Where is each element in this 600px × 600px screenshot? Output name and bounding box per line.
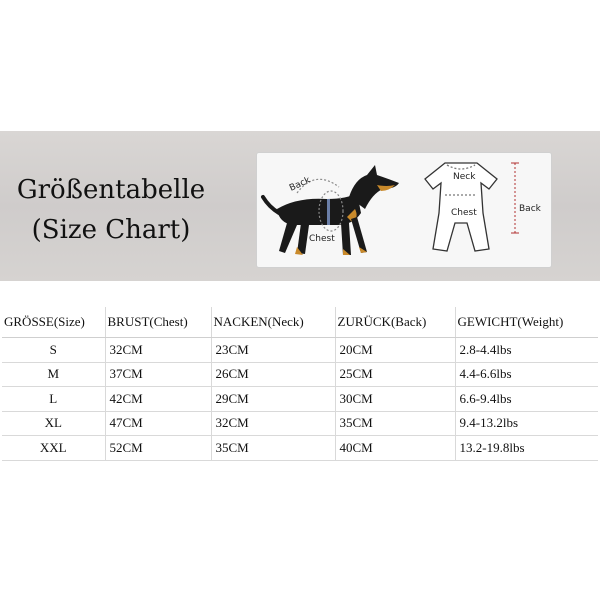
weight-cell: 13.2-19.8lbs	[455, 436, 598, 461]
neck-cell: 29CM	[211, 387, 335, 412]
chest-cell: 42CM	[105, 387, 211, 412]
garment-neck-label: Neck	[453, 172, 476, 182]
header-size: GRÖSSE(Size)	[2, 307, 105, 338]
table-row	[2, 387, 598, 412]
title-block	[6, 170, 216, 250]
measurement-diagram-svg	[257, 153, 551, 267]
back-cell: 40CM	[335, 436, 455, 461]
header-weight: GEWICHT(Weight)	[455, 307, 598, 338]
table-row	[2, 436, 598, 461]
table-row	[2, 338, 598, 363]
weight-cell: 2.8-4.4lbs	[455, 338, 598, 363]
neck-cell: 32CM	[211, 411, 335, 436]
table-row	[2, 362, 598, 387]
table-header-row	[2, 307, 598, 338]
chest-cell: 47CM	[105, 411, 211, 436]
size-cell: XL	[2, 411, 105, 436]
garment-back-label: Back	[519, 204, 541, 214]
weight-cell: 9.4-13.2lbs	[455, 411, 598, 436]
weight-cell: 6.6-9.4lbs	[455, 387, 598, 412]
back-cell: 30CM	[335, 387, 455, 412]
header-chest: BRUST(Chest)	[105, 307, 211, 338]
dog-back-label: Back	[288, 175, 313, 194]
chest-cell: 37CM	[105, 362, 211, 387]
garment-chest-label: Chest	[451, 208, 477, 218]
size-cell: S	[2, 338, 105, 363]
size-table	[2, 307, 598, 461]
neck-cell: 35CM	[211, 436, 335, 461]
back-measure-line	[511, 163, 519, 233]
header-back: ZURÜCK(Back)	[335, 307, 455, 338]
page-title: Größentabelle	[16, 175, 206, 205]
neck-cell: 23CM	[211, 338, 335, 363]
chest-cell: 52CM	[105, 436, 211, 461]
header-neck: NACKEN(Neck)	[211, 307, 335, 338]
size-cell: L	[2, 387, 105, 412]
back-cell: 20CM	[335, 338, 455, 363]
back-cell: 25CM	[335, 362, 455, 387]
back-cell: 35CM	[335, 411, 455, 436]
page-subtitle: (Size Chart)	[31, 215, 191, 245]
dog-chest-label: Chest	[309, 234, 335, 244]
size-cell: XXL	[2, 436, 105, 461]
table-row	[2, 411, 598, 436]
chest-cell: 32CM	[105, 338, 211, 363]
weight-cell: 4.4-6.6lbs	[455, 362, 598, 387]
size-cell: M	[2, 362, 105, 387]
neck-cell: 26CM	[211, 362, 335, 387]
measurement-diagram	[256, 152, 552, 268]
